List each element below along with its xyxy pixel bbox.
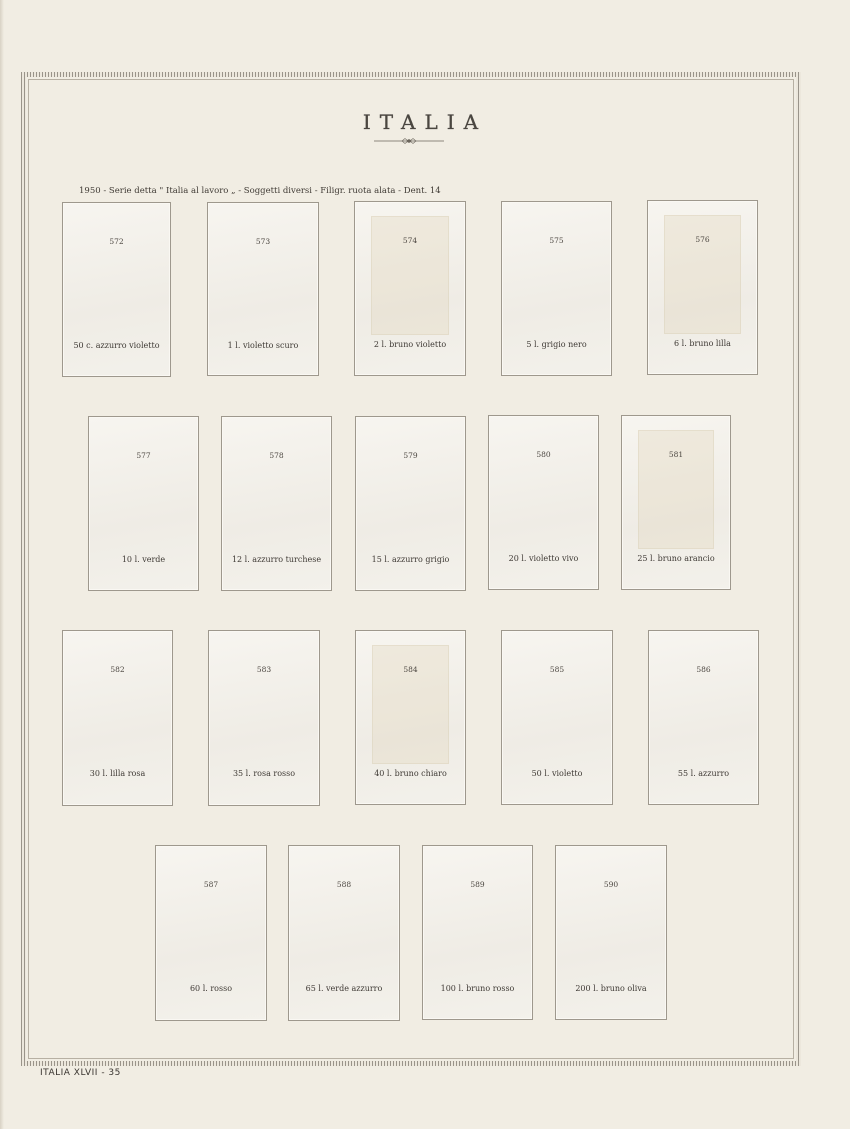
series-caption: 1950 - Serie detta " Italia al lavoro „ - Soggetti diversi - Filigr. ruota alata - Dent. 14: [79, 186, 441, 196]
stamp-mount: [207, 202, 319, 376]
stamp-caption: 25 l. bruno arancio: [637, 554, 715, 563]
stamp-caption: 55 l. azzurro: [677, 769, 730, 778]
stamp-number: 583: [256, 665, 272, 674]
page-edge: [0, 0, 4, 1129]
stamp-number: 588: [336, 880, 352, 889]
stamp-caption: 60 l. rosso: [189, 984, 233, 993]
stamp-mount: [221, 416, 332, 591]
stamp-mount: [647, 200, 758, 375]
page-footer: ITALIA XLVII - 35: [40, 1068, 121, 1078]
stamp-mount: [621, 415, 731, 590]
stamp-ghost-image: [638, 430, 714, 549]
stamp-ghost-image: [372, 645, 449, 764]
stamp-caption: 6 l. bruno lilla: [674, 339, 731, 348]
stamp-caption: 65 l. verde azzurro: [305, 984, 383, 993]
stamp-mount: [501, 201, 612, 376]
stamp-ghost-image: [664, 215, 741, 334]
stamp-mount: [354, 201, 466, 376]
stamp-mount: [155, 845, 267, 1021]
stamp-number: 580: [536, 450, 551, 459]
stamp-caption: 15 l. azzurro grigio: [371, 555, 450, 564]
stamp-number: 586: [696, 665, 711, 674]
stamp-number: 585: [549, 665, 565, 674]
stamp-mount: [501, 630, 613, 805]
stamp-mount: [62, 202, 171, 377]
stamp-caption: 1 l. violetto scuro: [227, 341, 299, 350]
stamp-number: 579: [403, 451, 418, 460]
stamp-caption: 12 l. azzurro turchese: [231, 555, 322, 564]
stamp-mount: [88, 416, 199, 591]
stamp-number: 582: [110, 665, 125, 674]
stamp-number: 572: [109, 237, 124, 246]
stamp-number: 578: [269, 451, 284, 460]
stamp-mount: [62, 630, 173, 806]
stamp-caption: 50 l. violetto: [531, 769, 583, 778]
stamp-caption: 100 l. bruno rosso: [440, 984, 515, 993]
stamp-number: 576: [695, 235, 710, 244]
stamp-caption: 5 l. grigio nero: [526, 340, 587, 349]
stamp-number: 577: [136, 451, 151, 460]
stamp-caption: 20 l. violetto vivo: [508, 554, 579, 563]
stamp-number: 589: [470, 880, 485, 889]
stamp-number: 575: [549, 236, 564, 245]
stamp-mount: [555, 845, 667, 1020]
stamp-number: 573: [255, 237, 271, 246]
stamp-mount: [422, 845, 533, 1020]
stamp-caption: 40 l. bruno chiaro: [374, 769, 447, 778]
stamp-number: 574: [402, 236, 418, 245]
stamp-caption: 200 l. bruno oliva: [575, 984, 647, 993]
stamp-number: 587: [203, 880, 219, 889]
stamp-number: 590: [603, 880, 619, 889]
stamp-caption: 30 l. lilla rosa: [89, 769, 146, 778]
stamp-number: 581: [668, 450, 684, 459]
stamp-caption: 35 l. rosa rosso: [232, 769, 296, 778]
title-ornament-icon: [372, 137, 446, 145]
stamp-mount: [355, 416, 466, 591]
stamp-mount: [208, 630, 320, 806]
page-title: ITALIA: [362, 110, 488, 134]
stamp-caption: 10 l. verde: [121, 555, 166, 564]
stamp-number: 584: [403, 665, 418, 674]
stamp-ghost-image: [371, 216, 449, 335]
stamp-caption: 50 c. azzurro violetto: [73, 341, 160, 350]
stamp-mount: [288, 845, 400, 1021]
stamp-mount: [488, 415, 599, 590]
stamp-caption: 2 l. bruno violetto: [373, 340, 447, 349]
stamp-mount: [648, 630, 759, 805]
stamp-mount: [355, 630, 466, 805]
